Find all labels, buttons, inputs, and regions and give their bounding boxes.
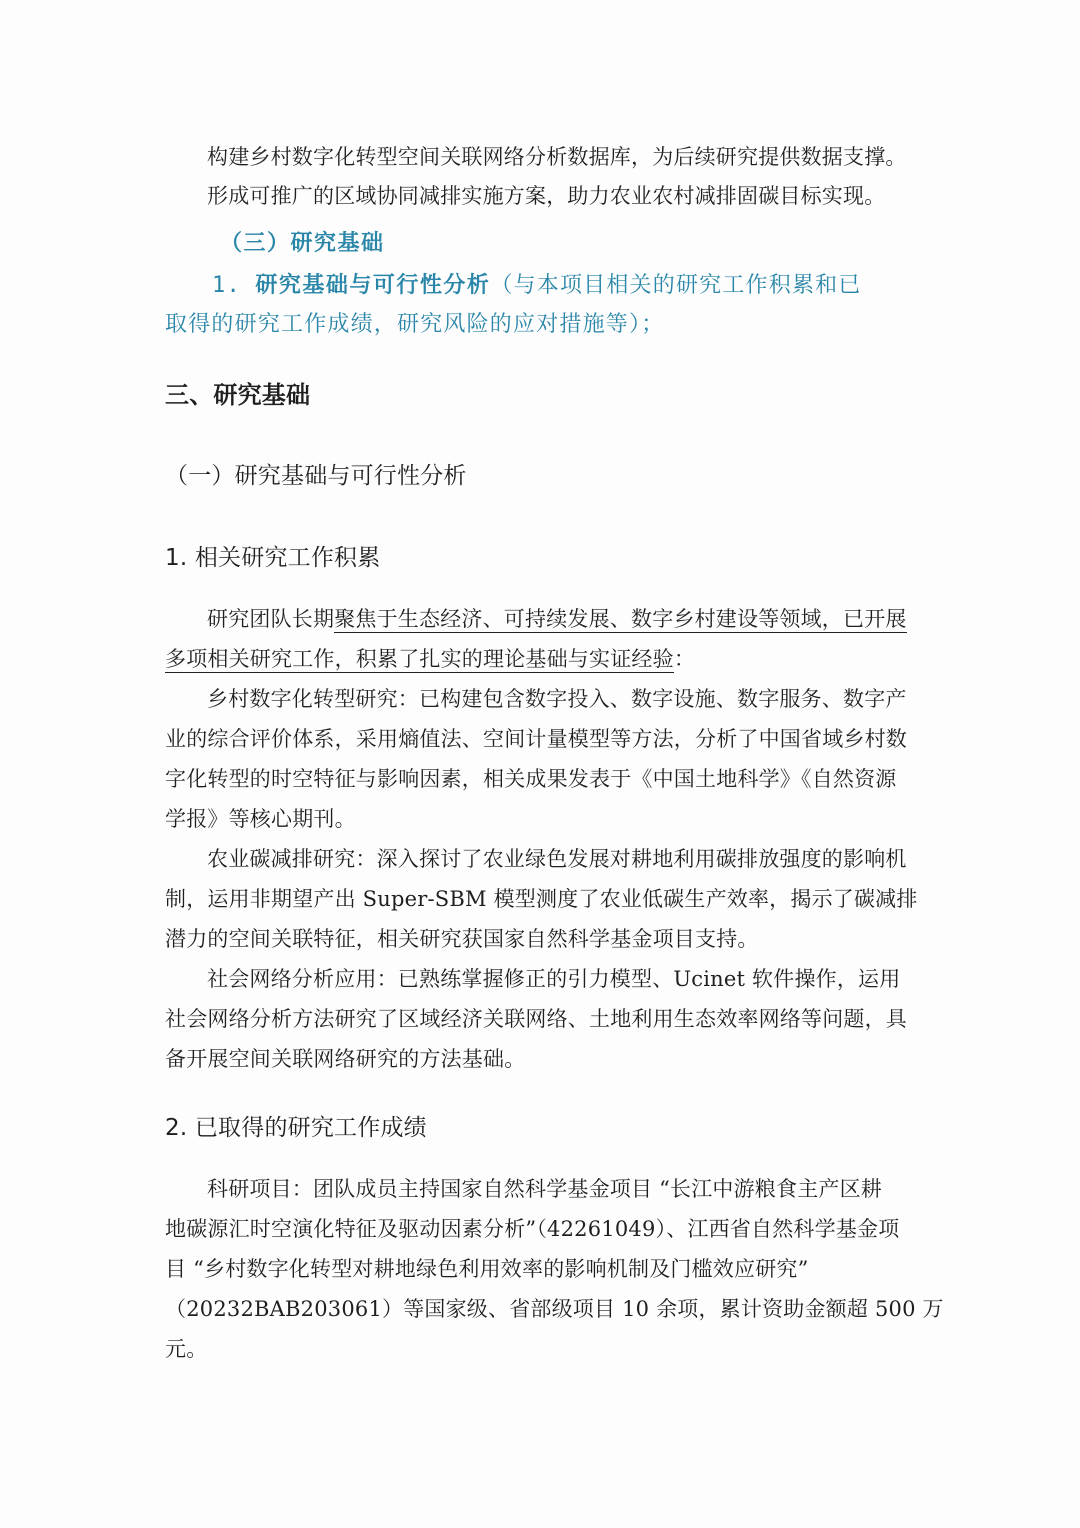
part1-p1-line-2: 业的综合评价体系，采用熵值法、空间计量模型等方法，分析了中国省域乡村数: [165, 727, 907, 751]
guide-item-note-2: 取得的研究工作成绩，研究风险的应对措施等）；: [165, 312, 665, 337]
part2-heading: 2. 已取得的研究工作成绩: [165, 1115, 427, 1141]
part1-p2-line-1: 农业碳减排研究：深入探讨了农业绿色发展对耕地利用碳排放强度的影响机: [207, 847, 907, 871]
part1-p2-line-2: 制，运用非期望产出 Super-SBM 模型测度了农业低碳生产效率，揭示了碳减排: [165, 887, 918, 911]
part1-intro-line-2: [165, 644, 917, 674]
intro-line-2: 形成可推广的区域协同减排实施方案，助力农业农村减排固碳目标实现。: [207, 184, 886, 208]
part2-p1-line-2: 地碳源汇时空演化特征及驱动因素分析”（42261049）、江西省自然科学基金项: [165, 1217, 900, 1241]
part2-p1-line-3: 目 “乡村数字化转型对耕地绿色利用效率的影响机制及门槛效应研究”: [165, 1257, 809, 1281]
guide-item-title: 研究基础与可行性分析: [255, 273, 491, 298]
part1-intro-line-1: [207, 604, 959, 634]
part1-heading: 1. 相关研究工作积累: [165, 545, 381, 571]
section-subtitle: （一）研究基础与可行性分析: [165, 463, 467, 489]
part1-p1-line-1: 乡村数字化转型研究：已构建包含数字投入、数字设施、数字服务、数字产: [207, 687, 907, 711]
section-title: 三、研究基础: [165, 381, 311, 409]
part1-p1-line-3: 字化转型的时空特征与影响因素，相关成果发表于《中国土地科学》《自然资源: [165, 767, 897, 791]
part1-intro-end: ：: [673, 647, 696, 671]
part1-intro-underlined-1: 聚焦于生态经济、可持续发展、数字乡村建设等领域，已开展: [334, 607, 907, 631]
part1-p3-line-2: 社会网络分析方法研究了区域经济关联网络、土地利用生态效率网络等问题，具: [165, 1007, 907, 1031]
part1-p3-line-1: 社会网络分析应用：已熟练掌握修正的引力模型、Ucinet 软件操作，运用: [207, 967, 901, 991]
part2-p1-line-1: 科研项目：团队成员主持国家自然科学基金项目 “长江中游粮食主产区耕: [207, 1177, 883, 1201]
part1-p1-line-4: 学报》等核心期刊。: [165, 807, 356, 831]
part2-p1-line-5: 元。: [165, 1337, 208, 1361]
guide-item-number: 1.: [212, 273, 241, 298]
part2-p1-line-4: （20232BAB203061）等国家级、省部级项目 10 余项，累计资助金额超 500 万: [165, 1297, 944, 1321]
guide-item-note-1: （与本项目相关的研究工作积累和已: [490, 273, 862, 298]
part1-intro-underlined-2: 多项相关研究工作，积累了扎实的理论基础与实证经验: [165, 647, 674, 671]
guide-item-line-1: [212, 271, 964, 301]
guide-heading: （三）研究基础: [220, 231, 385, 256]
part1-p3-line-3: 备开展空间关联网络研究的方法基础。: [165, 1047, 526, 1071]
part1-intro-plain: 研究团队长期: [207, 607, 335, 631]
intro-line-1: 构建乡村数字化转型空间关联网络分析数据库，为后续研究提供数据支撑。: [207, 145, 907, 169]
part1-p2-line-3: 潜力的空间关联特征，相关研究获国家自然科学基金项目支持。: [165, 927, 759, 951]
